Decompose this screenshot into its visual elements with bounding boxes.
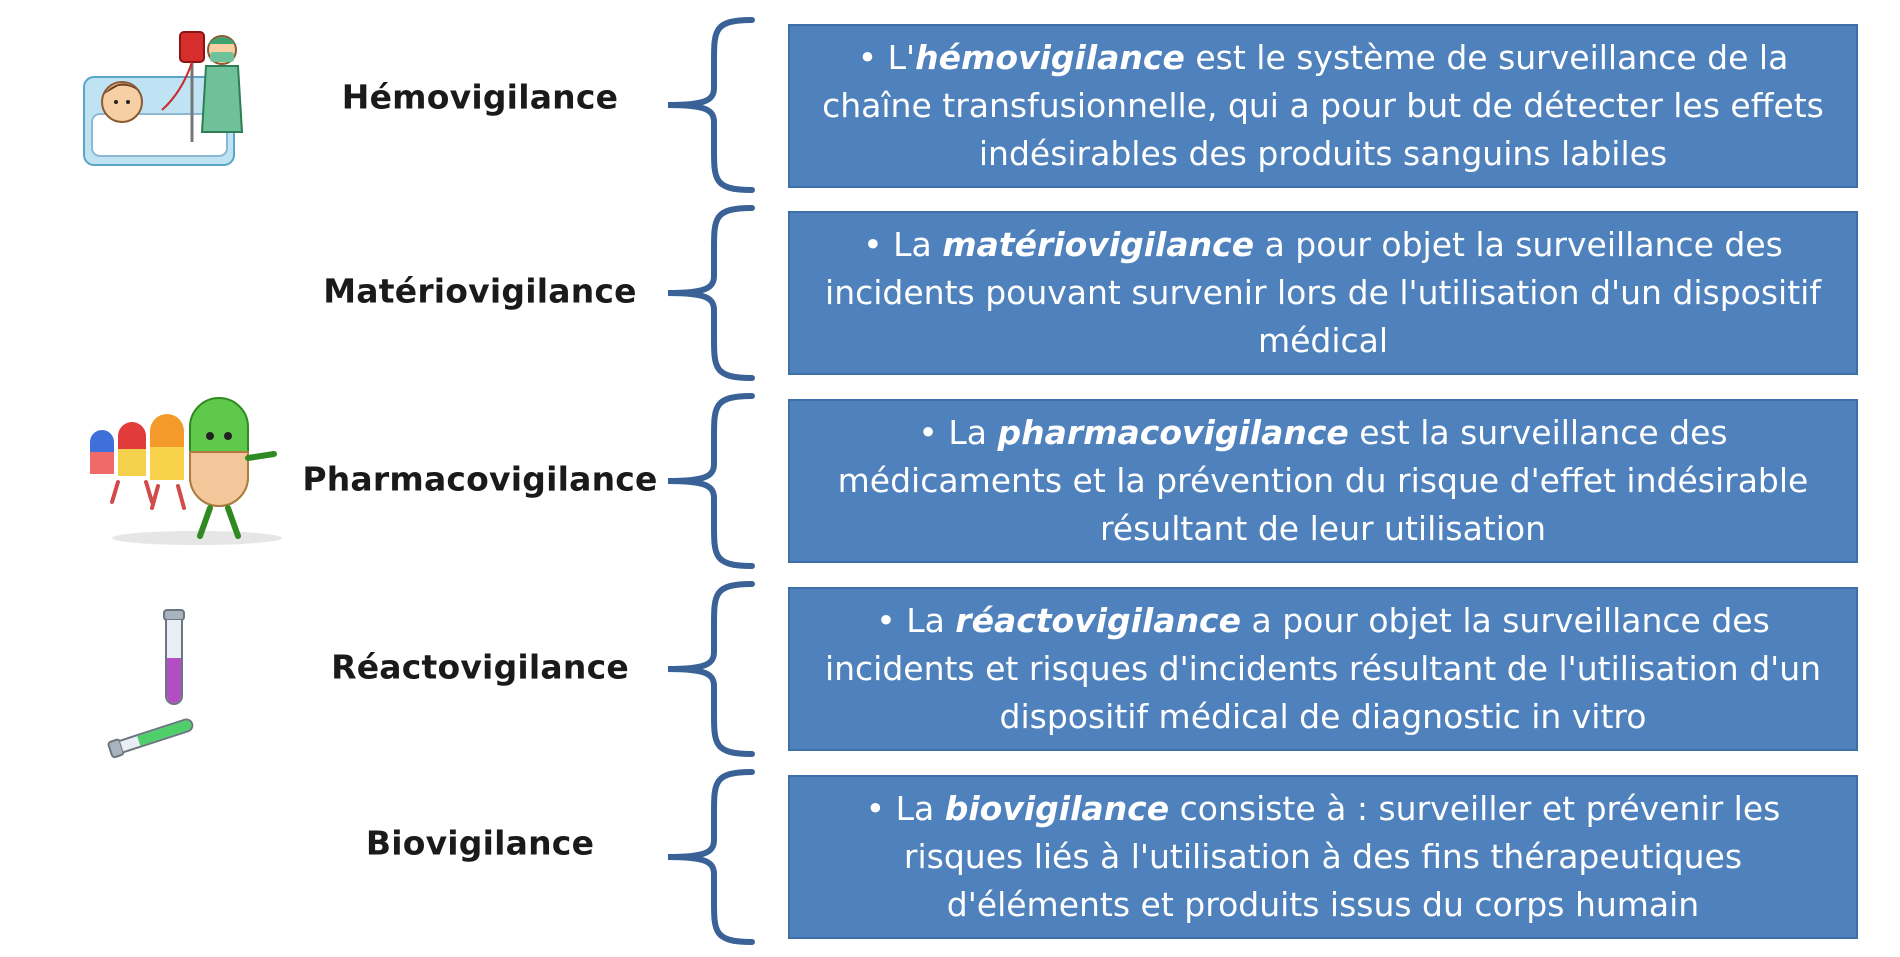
curly-brace-icon	[660, 204, 760, 382]
row-label: Pharmacovigilance	[302, 459, 658, 499]
description-box	[788, 399, 1858, 563]
description-suffix: a pour objet la surveillance des incidents et risques d'incidents résultant de l'utilisation d'un dispositif médical de diagnostic in vitro	[824, 601, 1822, 736]
description-text	[790, 221, 1856, 365]
description-box	[788, 775, 1858, 939]
term: biovigilance	[944, 789, 1170, 828]
description-box	[788, 211, 1858, 375]
row-label: Matériovigilance	[323, 271, 637, 311]
walking-pills-icon	[82, 398, 292, 548]
row-label: Réactovigilance	[331, 647, 629, 687]
patient-transfusion-icon	[82, 22, 252, 172]
term: hémovigilance	[915, 38, 1185, 77]
description-box	[788, 24, 1858, 188]
description-text	[790, 597, 1856, 741]
term: réactovigilance	[955, 601, 1242, 640]
bullet: •	[876, 601, 896, 640]
bullet: •	[857, 38, 878, 77]
description-suffix: consiste à : surveiller et prévenir les risques liés à l'utilisation à des fins thérapeutiques d'éléments et produits issus du corps humain	[903, 789, 1781, 924]
test-tubes-icon	[104, 608, 204, 758]
description-prefix: La	[906, 601, 956, 640]
curly-brace-icon	[660, 16, 760, 194]
bullet: •	[863, 225, 883, 264]
row-label: Hémovigilance	[341, 77, 619, 117]
row-label: Biovigilance	[365, 823, 595, 863]
term: pharmacovigilance	[997, 413, 1349, 452]
description-suffix: a pour objet la surveillance des incidents pouvant survenir lors de l'utilisation d'un dispositif médical	[825, 225, 1821, 360]
description-prefix: L'	[887, 38, 916, 77]
description-text	[790, 785, 1856, 929]
term: matériovigilance	[942, 225, 1255, 264]
description-suffix: est la surveillance des médicaments et la prévention du risque d'effet indésirable résultant de leur utilisation	[837, 413, 1809, 548]
description-prefix: La	[893, 225, 943, 264]
curly-brace-icon	[660, 580, 760, 758]
description-prefix: La	[895, 789, 945, 828]
bullet: •	[865, 789, 886, 828]
bullet: •	[918, 413, 938, 452]
description-suffix: est le système de surveillance de la chaîne transfusionnelle, qui a pour but de détecter les effets indésirables des produits sanguins labiles	[822, 38, 1824, 173]
curly-brace-icon	[660, 768, 760, 946]
curly-brace-icon	[660, 392, 760, 570]
description-text	[790, 409, 1856, 553]
description-prefix: La	[948, 413, 998, 452]
description-text	[790, 34, 1856, 178]
description-box	[788, 587, 1858, 751]
